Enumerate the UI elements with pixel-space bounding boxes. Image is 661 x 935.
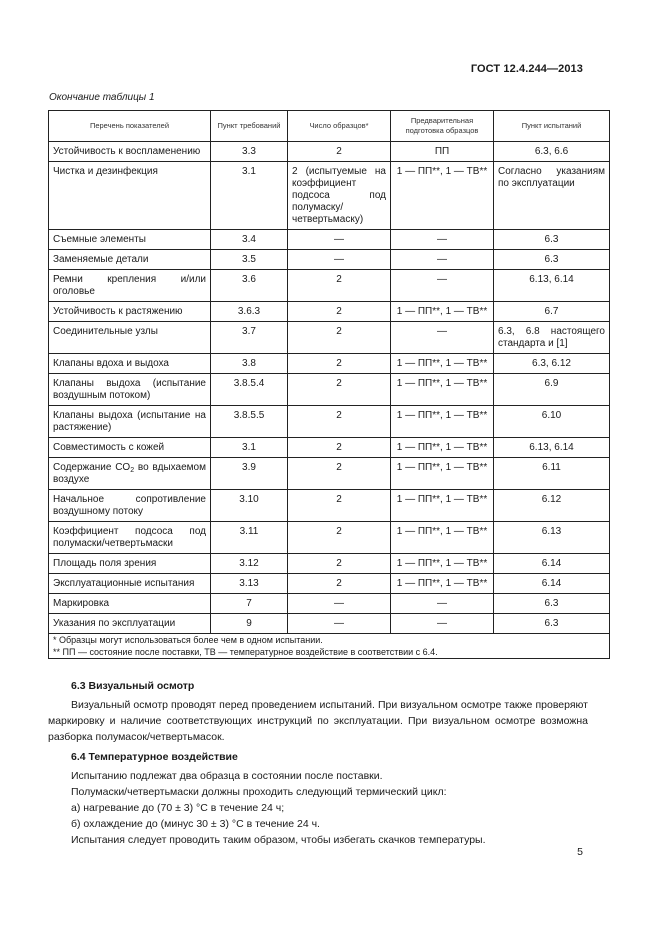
table-row [49, 554, 610, 574]
table-row [49, 490, 610, 522]
requirement-clause-cell: 3.8 [211, 354, 288, 374]
sample-count-cell: 2 [288, 374, 391, 406]
sample-count-cell: 2 (испытуемые на коэффициент подсоса под полумаску/четвертьмаску) [288, 162, 391, 230]
indicator-cell: Маркировка [49, 594, 211, 614]
column-header-indicators: Перечень показателей [49, 111, 211, 142]
preconditioning-cell: ПП [391, 142, 494, 162]
test-clause-cell: 6.3 [494, 230, 610, 250]
sample-count-cell: 2 [288, 354, 391, 374]
table-row [49, 302, 610, 322]
section-6-4-line: а) нагревание до (70 ± 3) °С в течение 24 ч; [71, 802, 285, 814]
requirement-clause-cell: 3.1 [211, 162, 288, 230]
table-row [49, 614, 610, 634]
indicator-cell: Съемные элементы [49, 230, 211, 250]
preconditioning-cell: — [391, 250, 494, 270]
page-number: 5 [577, 846, 583, 858]
table-row [49, 438, 610, 458]
table-caption: Окончание таблицы 1 [49, 92, 155, 103]
indicator-cell: Площадь поля зрения [49, 554, 211, 574]
indicator-cell: Совместимость с кожей [49, 438, 211, 458]
sample-count-cell: — [288, 230, 391, 250]
sample-count-cell: 2 [288, 406, 391, 438]
indicator-cell: Клапаны выдоха (испытание воздушным потоком) [49, 374, 211, 406]
table-notes [49, 634, 610, 659]
indicator-cell: Коэффициент подсоса под полумаски/четвертьмаски [49, 522, 211, 554]
test-clause-cell: 6.13, 6.14 [494, 438, 610, 458]
test-clause-cell: 6.9 [494, 374, 610, 406]
preconditioning-cell: 1 — ПП**, 1 — ТВ** [391, 458, 494, 490]
sample-count-cell: 2 [288, 322, 391, 354]
column-header-test-clause: Пункт испытаний [494, 111, 610, 142]
requirement-clause-cell: 3.6.3 [211, 302, 288, 322]
co2-label-prefix: Содержание CO [53, 462, 131, 473]
preconditioning-cell: 1 — ПП**, 1 — ТВ** [391, 438, 494, 458]
sample-count-cell: 2 [288, 270, 391, 302]
sample-count-cell: 2 [288, 522, 391, 554]
indicator-cell: Заменяемые детали [49, 250, 211, 270]
sample-count-cell: 2 [288, 142, 391, 162]
section-6-4-title: 6.4 Температурное воздействие [71, 751, 238, 763]
preconditioning-cell: 1 — ПП**, 1 — ТВ** [391, 574, 494, 594]
indicator-cell: Соединительные узлы [49, 322, 211, 354]
section-6-4-line: Полумаски/четвертьмаски должны проходить следующий термический цикл: [71, 786, 447, 798]
sample-count-cell: 2 [288, 574, 391, 594]
section-6-3-paragraph [48, 697, 588, 745]
table-note: ** ПП — состояние после поставки, ТВ — температурное воздействие в соответствии с 6.4. [53, 647, 438, 657]
indicator-cell: Чистка и дезинфекция [49, 162, 211, 230]
test-clause-cell: 6.3 [494, 614, 610, 634]
table-row [49, 250, 610, 270]
table-header-row [49, 111, 610, 142]
section-6-4-line: Испытания следует проводить таким образом, чтобы избегать скачков температуры. [71, 834, 486, 846]
requirement-clause-cell: 3.4 [211, 230, 288, 250]
table-note: * Образцы могут использоваться более чем в одном испытании. [53, 635, 323, 645]
requirement-clause-cell: 3.8.5.4 [211, 374, 288, 406]
sample-count-cell: 2 [288, 490, 391, 522]
indicator-cell: Начальное сопротивление воздушному потоку [49, 490, 211, 522]
test-clause-cell: 6.3 [494, 594, 610, 614]
test-clause-cell: 6.14 [494, 574, 610, 594]
indicator-cell: Клапаны вдоха и выдоха [49, 354, 211, 374]
preconditioning-cell: 1 — ПП**, 1 — ТВ** [391, 162, 494, 230]
requirement-clause-cell: 3.11 [211, 522, 288, 554]
section-6-4-line: б) охлаждение до (минус 30 ± 3) °С в течение 24 ч. [71, 818, 320, 830]
requirement-clause-cell: 3.6 [211, 270, 288, 302]
table-row [49, 322, 610, 354]
test-clause-cell: 6.3, 6.6 [494, 142, 610, 162]
table-row [49, 522, 610, 554]
sample-count-cell: 2 [288, 302, 391, 322]
column-header-preconditioning: Предварительная подготовка образцов [391, 111, 494, 142]
test-clause-cell: 6.12 [494, 490, 610, 522]
indicators-table [48, 110, 610, 659]
requirement-clause-cell: 3.5 [211, 250, 288, 270]
column-header-requirement-clause: Пункт требований [211, 111, 288, 142]
table-row [49, 354, 610, 374]
co2-subscript: 2 [130, 467, 135, 474]
indicator-cell: Эксплуатационные испытания [49, 574, 211, 594]
preconditioning-cell: — [391, 322, 494, 354]
table-row [49, 142, 610, 162]
test-clause-cell: 6.13 [494, 522, 610, 554]
column-header-sample-count: Число образцов* [288, 111, 391, 142]
preconditioning-cell: — [391, 270, 494, 302]
table-row [49, 458, 610, 490]
preconditioning-cell: — [391, 230, 494, 250]
test-clause-cell: 6.7 [494, 302, 610, 322]
indicator-cell: Ремни крепления и/или оголовье [49, 270, 211, 302]
requirement-clause-cell: 9 [211, 614, 288, 634]
test-clause-cell: 6.3, 6.12 [494, 354, 610, 374]
requirement-clause-cell: 3.7 [211, 322, 288, 354]
requirement-clause-cell: 3.13 [211, 574, 288, 594]
indicator-cell: Устойчивость к растяжению [49, 302, 211, 322]
section-6-3-title: 6.3 Визуальный осмотр [71, 680, 195, 692]
document-standard-header: ГОСТ 12.4.244—2013 [470, 63, 583, 75]
section-6-3-text: Визуальный осмотр проводят перед проведением испытаний. При визуальном осмотре также проверяют маркировку и наличие соответствующих инструкций по эксплуатации. При визуальном осмотре возможна разборка полумасок/четвертьмасок. [48, 699, 588, 743]
section-6-4-paragraph [48, 768, 588, 848]
section-6-4-line: Испытанию подлежат два образца в состоянии после поставки. [71, 770, 383, 782]
preconditioning-cell: 1 — ПП**, 1 — ТВ** [391, 522, 494, 554]
preconditioning-cell: 1 — ПП**, 1 — ТВ** [391, 354, 494, 374]
sample-count-cell: — [288, 594, 391, 614]
preconditioning-cell: 1 — ПП**, 1 — ТВ** [391, 406, 494, 438]
test-clause-cell: 6.3, 6.8 настоящего стандарта и [1] [494, 322, 610, 354]
table-row [49, 574, 610, 594]
sample-count-cell: 2 [288, 458, 391, 490]
requirement-clause-cell: 7 [211, 594, 288, 614]
preconditioning-cell: 1 — ПП**, 1 — ТВ** [391, 374, 494, 406]
requirement-clause-cell: 3.10 [211, 490, 288, 522]
requirement-clause-cell: 3.9 [211, 458, 288, 490]
preconditioning-cell: 1 — ПП**, 1 — ТВ** [391, 302, 494, 322]
indicator-cell: Устойчивость к воспламенению [49, 142, 211, 162]
sample-count-cell: — [288, 250, 391, 270]
table-row [49, 230, 610, 250]
indicator-cell: Указания по эксплуатации [49, 614, 211, 634]
table-row [49, 374, 610, 406]
table-row [49, 594, 610, 614]
indicator-cell: Клапаны выдоха (испытание на растяжение) [49, 406, 211, 438]
sample-count-cell: — [288, 614, 391, 634]
table-notes-row [49, 634, 610, 659]
requirement-clause-cell: 3.12 [211, 554, 288, 574]
co2-label-suffix: во вдыхаемом воздухе [53, 462, 206, 485]
requirement-clause-cell: 3.8.5.5 [211, 406, 288, 438]
indicator-cell [49, 458, 211, 490]
table-row [49, 270, 610, 302]
table-row [49, 162, 610, 230]
test-clause-cell: 6.14 [494, 554, 610, 574]
sample-count-cell: 2 [288, 438, 391, 458]
requirement-clause-cell: 3.3 [211, 142, 288, 162]
test-clause-cell: 6.13, 6.14 [494, 270, 610, 302]
test-clause-cell: Согласно указаниям по эксплуатации [494, 162, 610, 230]
sample-count-cell: 2 [288, 554, 391, 574]
test-clause-cell: 6.10 [494, 406, 610, 438]
preconditioning-cell: — [391, 614, 494, 634]
test-clause-cell: 6.11 [494, 458, 610, 490]
preconditioning-cell: 1 — ПП**, 1 — ТВ** [391, 490, 494, 522]
requirement-clause-cell: 3.1 [211, 438, 288, 458]
preconditioning-cell: 1 — ПП**, 1 — ТВ** [391, 554, 494, 574]
table-row [49, 406, 610, 438]
preconditioning-cell: — [391, 594, 494, 614]
test-clause-cell: 6.3 [494, 250, 610, 270]
